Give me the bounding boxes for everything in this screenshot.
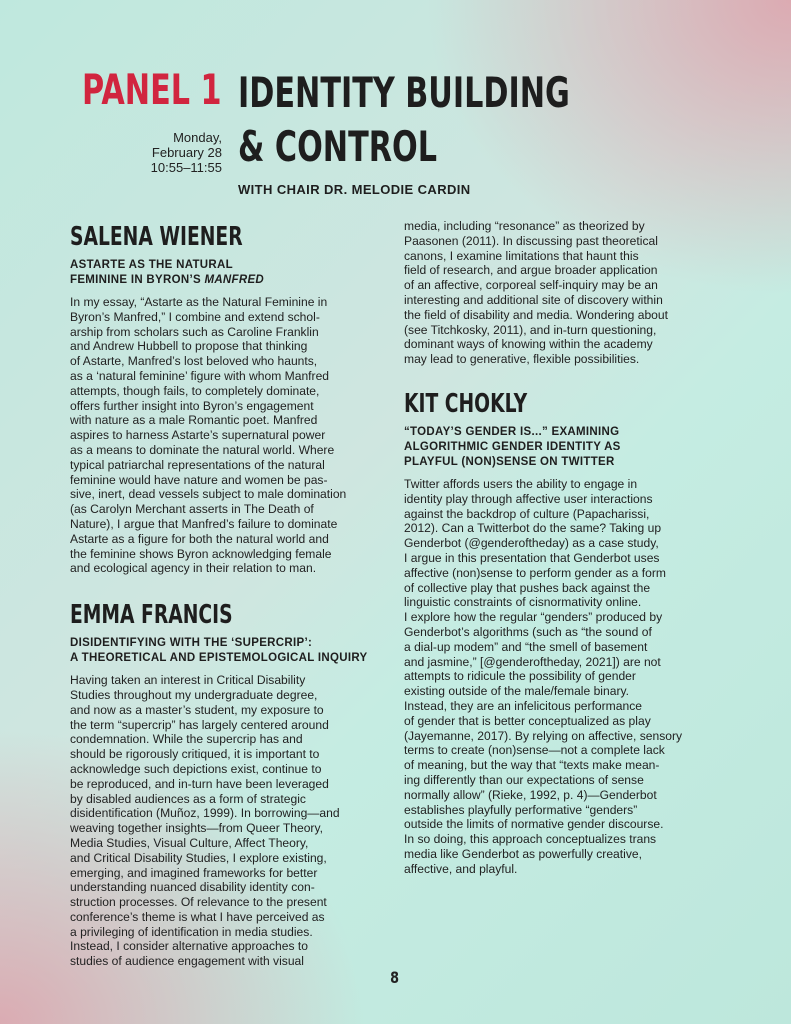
abstract-line: Byron’s Manfred,” I combine and extend schol- bbox=[70, 309, 320, 324]
presenter-name: SALENA WIENER bbox=[70, 222, 243, 252]
abstract-line: Nature), I argue that Manfred’s failure to dominate bbox=[70, 516, 338, 531]
abstract-line: Instead, I consider alternative approaches to bbox=[70, 939, 308, 954]
abstract-line: I argue in this presentation that Genderbot uses bbox=[404, 550, 660, 565]
session-day: Monday, bbox=[173, 130, 222, 145]
abstract bbox=[404, 477, 722, 877]
page-number: 8 bbox=[390, 968, 400, 987]
abstract-line: outside the limits of normative gender discourse. bbox=[404, 817, 664, 832]
presenter-name: KIT CHOKLY bbox=[404, 388, 528, 419]
abstract-line: condemnation. While the supercrip has and bbox=[70, 732, 303, 747]
abstract-line: the field of disability and media. Wondering about bbox=[404, 307, 668, 322]
abstract bbox=[70, 673, 388, 969]
abstract-line: the term “supercrip” has largely centered around bbox=[70, 717, 329, 732]
talk-title bbox=[70, 258, 388, 288]
left-column bbox=[70, 222, 388, 969]
abstract-line: Paasonen (2011). In discussing past theoretical bbox=[404, 233, 658, 248]
talk-title-line: DISIDENTIFYING WITH THE ‘SUPERCRIP’: bbox=[70, 637, 313, 650]
panel-title-line-1: IDENTITY BUILDING bbox=[238, 68, 570, 117]
abstract bbox=[70, 295, 388, 576]
abstract-line: Having taken an interest in Critical Disability bbox=[70, 673, 306, 688]
abstract-line: (see Titchkosky, 2011), and in-turn questioning, bbox=[404, 322, 657, 337]
abstract-line: a dial-up modem” and “the smell of basement bbox=[404, 639, 648, 654]
abstract-line: media like Genderbot as powerfully creative, bbox=[404, 846, 642, 861]
abstract-line: understanding nuanced disability identity con- bbox=[70, 880, 315, 895]
abstract-line: with nature as a male Romantic poet. Manfred bbox=[70, 413, 318, 428]
abstract-line: of collective play that pushes back against the bbox=[404, 580, 651, 595]
abstract-line: feminine would have nature and women be pas- bbox=[70, 472, 328, 487]
abstract-line: offers further insight into Byron’s engagement bbox=[70, 398, 314, 413]
abstract-line: emerging, and imagined frameworks for better bbox=[70, 865, 318, 880]
talk-title-line: PLAYFUL (NON)SENSE ON TWITTER bbox=[404, 455, 615, 468]
abstract-line: may lead to generative, flexible possibilities. bbox=[404, 352, 640, 367]
abstract-line: Genderbot (@genderoftheday) as a case study, bbox=[404, 536, 659, 551]
abstract-line: of meaning, but the way that “texts make mean- bbox=[404, 758, 660, 773]
abstract-line: In so doing, this approach conceptualizes trans bbox=[404, 832, 657, 847]
talk-title-italic: MANFRED bbox=[204, 274, 265, 286]
abstract-line: Instead, they are an infelicitous performance bbox=[404, 698, 642, 713]
abstract-line: aspires to harness Astarte’s supernatural power bbox=[70, 428, 326, 443]
abstract-line: Studies throughout my undergraduate degree, bbox=[70, 687, 318, 702]
abstract-line: typical patriarchal representations of the natural bbox=[70, 457, 325, 472]
abstract-line: affective (non)sense to perform gender as a form bbox=[404, 565, 666, 580]
abstract-line: arship from scholars such as Caroline Franklin bbox=[70, 324, 319, 339]
abstract-line: attempts to ridicule the possibility of gender bbox=[404, 669, 636, 684]
abstract-line: existing outside of the male/female binary. bbox=[404, 684, 629, 699]
abstract-line: Genderbot’s algorithms (such as “the sound of bbox=[404, 624, 652, 639]
abstract-line: normally allow” (Rieke, 1992, p. 4)—Genderbot bbox=[404, 787, 657, 802]
abstract-line: studies of audience engagement with visual bbox=[70, 954, 304, 969]
abstract-line: of an affective, corporeal self-inquiry may be an bbox=[404, 278, 658, 293]
abstract-line: acknowledge such depictions exist, continue to bbox=[70, 761, 322, 776]
abstract-line: of gender that is better conceptualized as play bbox=[404, 713, 651, 728]
panel-title bbox=[238, 66, 570, 174]
talk-title bbox=[404, 425, 722, 470]
abstract-line: of Astarte, Manfred’s lost beloved who haunts, bbox=[70, 354, 318, 369]
abstract-line: identity play through affective user interactions bbox=[404, 491, 653, 506]
abstract-line: by disabled audiences as a form of strategic bbox=[70, 791, 306, 806]
abstract-line: should be rigorously critiqued, it is important to bbox=[70, 747, 320, 762]
abstract-line: be reproduced, and in-turn have been leveraged bbox=[70, 776, 329, 791]
abstract-line: Twitter affords users the ability to engage in bbox=[404, 476, 638, 491]
abstract-line: and now as a master’s student, my exposure to bbox=[70, 702, 324, 717]
session-month-day: February 28 bbox=[151, 145, 222, 160]
abstract-line: disidentification (Muñoz, 1999). In borrowing—and bbox=[70, 806, 340, 821]
talk-title-line: A THEORETICAL AND EPISTEMOLOGICAL INQUIRY bbox=[70, 652, 368, 665]
abstract-line: and ecological agency in their relation to man. bbox=[70, 561, 317, 576]
talk-title-line: “TODAY’S GENDER IS...” EXAMINING bbox=[404, 425, 620, 438]
abstract-line: Media Studies, Visual Culture, Affect Theory, bbox=[70, 835, 309, 850]
talk-title-line: ASTARTE AS THE NATURAL bbox=[70, 259, 233, 271]
abstract-line: and jasmine,” [@genderoftheday, 2021]) are not bbox=[404, 654, 661, 669]
abstract-line: against the backdrop of culture (Papacharissi, bbox=[404, 506, 650, 521]
abstract-line: linguistic constraints of cisnormativity online. bbox=[404, 595, 642, 610]
talk-title-line: ALGORITHMIC GENDER IDENTITY AS bbox=[404, 440, 621, 453]
session-time: 10:55–11:55 bbox=[150, 160, 222, 175]
abstract-line: dominant ways of knowing within the academy bbox=[404, 337, 653, 352]
panel-label: PANEL 1 bbox=[82, 65, 222, 114]
abstract-line: interesting and additional site of discovery within bbox=[404, 292, 663, 307]
abstract-line: weaving together insights—from Queer Theory, bbox=[70, 821, 323, 836]
abstract-line: In my essay, “Astarte as the Natural Feminine in bbox=[70, 295, 328, 309]
abstract-line: and Andrew Hubbell to propose that thinking bbox=[70, 339, 308, 354]
abstract-line: (Jayemanne, 2017). By relying on affective, sensory bbox=[404, 728, 683, 743]
abstract-line: field of research, and argue broader application bbox=[404, 263, 658, 278]
presenter-name: EMMA FRANCIS bbox=[70, 600, 233, 631]
abstract-line: the feminine shows Byron acknowledging female bbox=[70, 546, 332, 561]
panel-title-line-2: & CONTROL bbox=[238, 122, 438, 171]
abstract-line: media, including “resonance” as theorized by bbox=[404, 219, 645, 233]
session-date bbox=[102, 130, 222, 175]
abstract-line: affective, and playful. bbox=[404, 861, 518, 876]
talk-title-text: FEMININE IN BYRON’S bbox=[70, 274, 205, 286]
abstract-line: attempts, though fails, to completely dominate, bbox=[70, 383, 320, 398]
talk-title bbox=[70, 636, 388, 666]
abstract-line: as a ‘natural feminine’ figure with whom Manfred bbox=[70, 368, 330, 383]
abstract-line: establishes playfully performative “genders” bbox=[404, 802, 638, 817]
abstract-line: Astarte as a figure for both the natural world and bbox=[70, 531, 329, 546]
abstract-line: struction processes. Of relevance to the present bbox=[70, 895, 327, 910]
abstract-line: and Critical Disability Studies, I explore existing, bbox=[70, 850, 327, 865]
abstract-line: terms to create (non)sense—not a complete lack bbox=[404, 743, 665, 758]
abstract-line: ing differently than our expectations of sense bbox=[404, 772, 644, 787]
right-column bbox=[404, 219, 722, 876]
abstract-line: sive, inert, dead vessels subject to male domination bbox=[70, 487, 347, 502]
abstract-line: canons, I examine limitations that haunt this bbox=[404, 248, 639, 263]
talk-title-line bbox=[70, 273, 388, 288]
abstract-line: as a means to dominate the natural world. Where bbox=[70, 442, 335, 457]
abstract-continued bbox=[404, 219, 722, 367]
abstract-line: I explore how the regular “genders” produced by bbox=[404, 610, 663, 625]
abstract-line: a privileging of identification in media studies. bbox=[70, 924, 313, 939]
abstract-line: conference’s theme is what I have perceived as bbox=[70, 909, 325, 924]
panel-chair: WITH CHAIR DR. MELODIE CARDIN bbox=[238, 182, 471, 197]
abstract-line: 2012). Can a Twitterbot do the same? Taking up bbox=[404, 521, 662, 536]
abstract-line: (as Carolyn Merchant asserts in The Death of bbox=[70, 502, 314, 517]
